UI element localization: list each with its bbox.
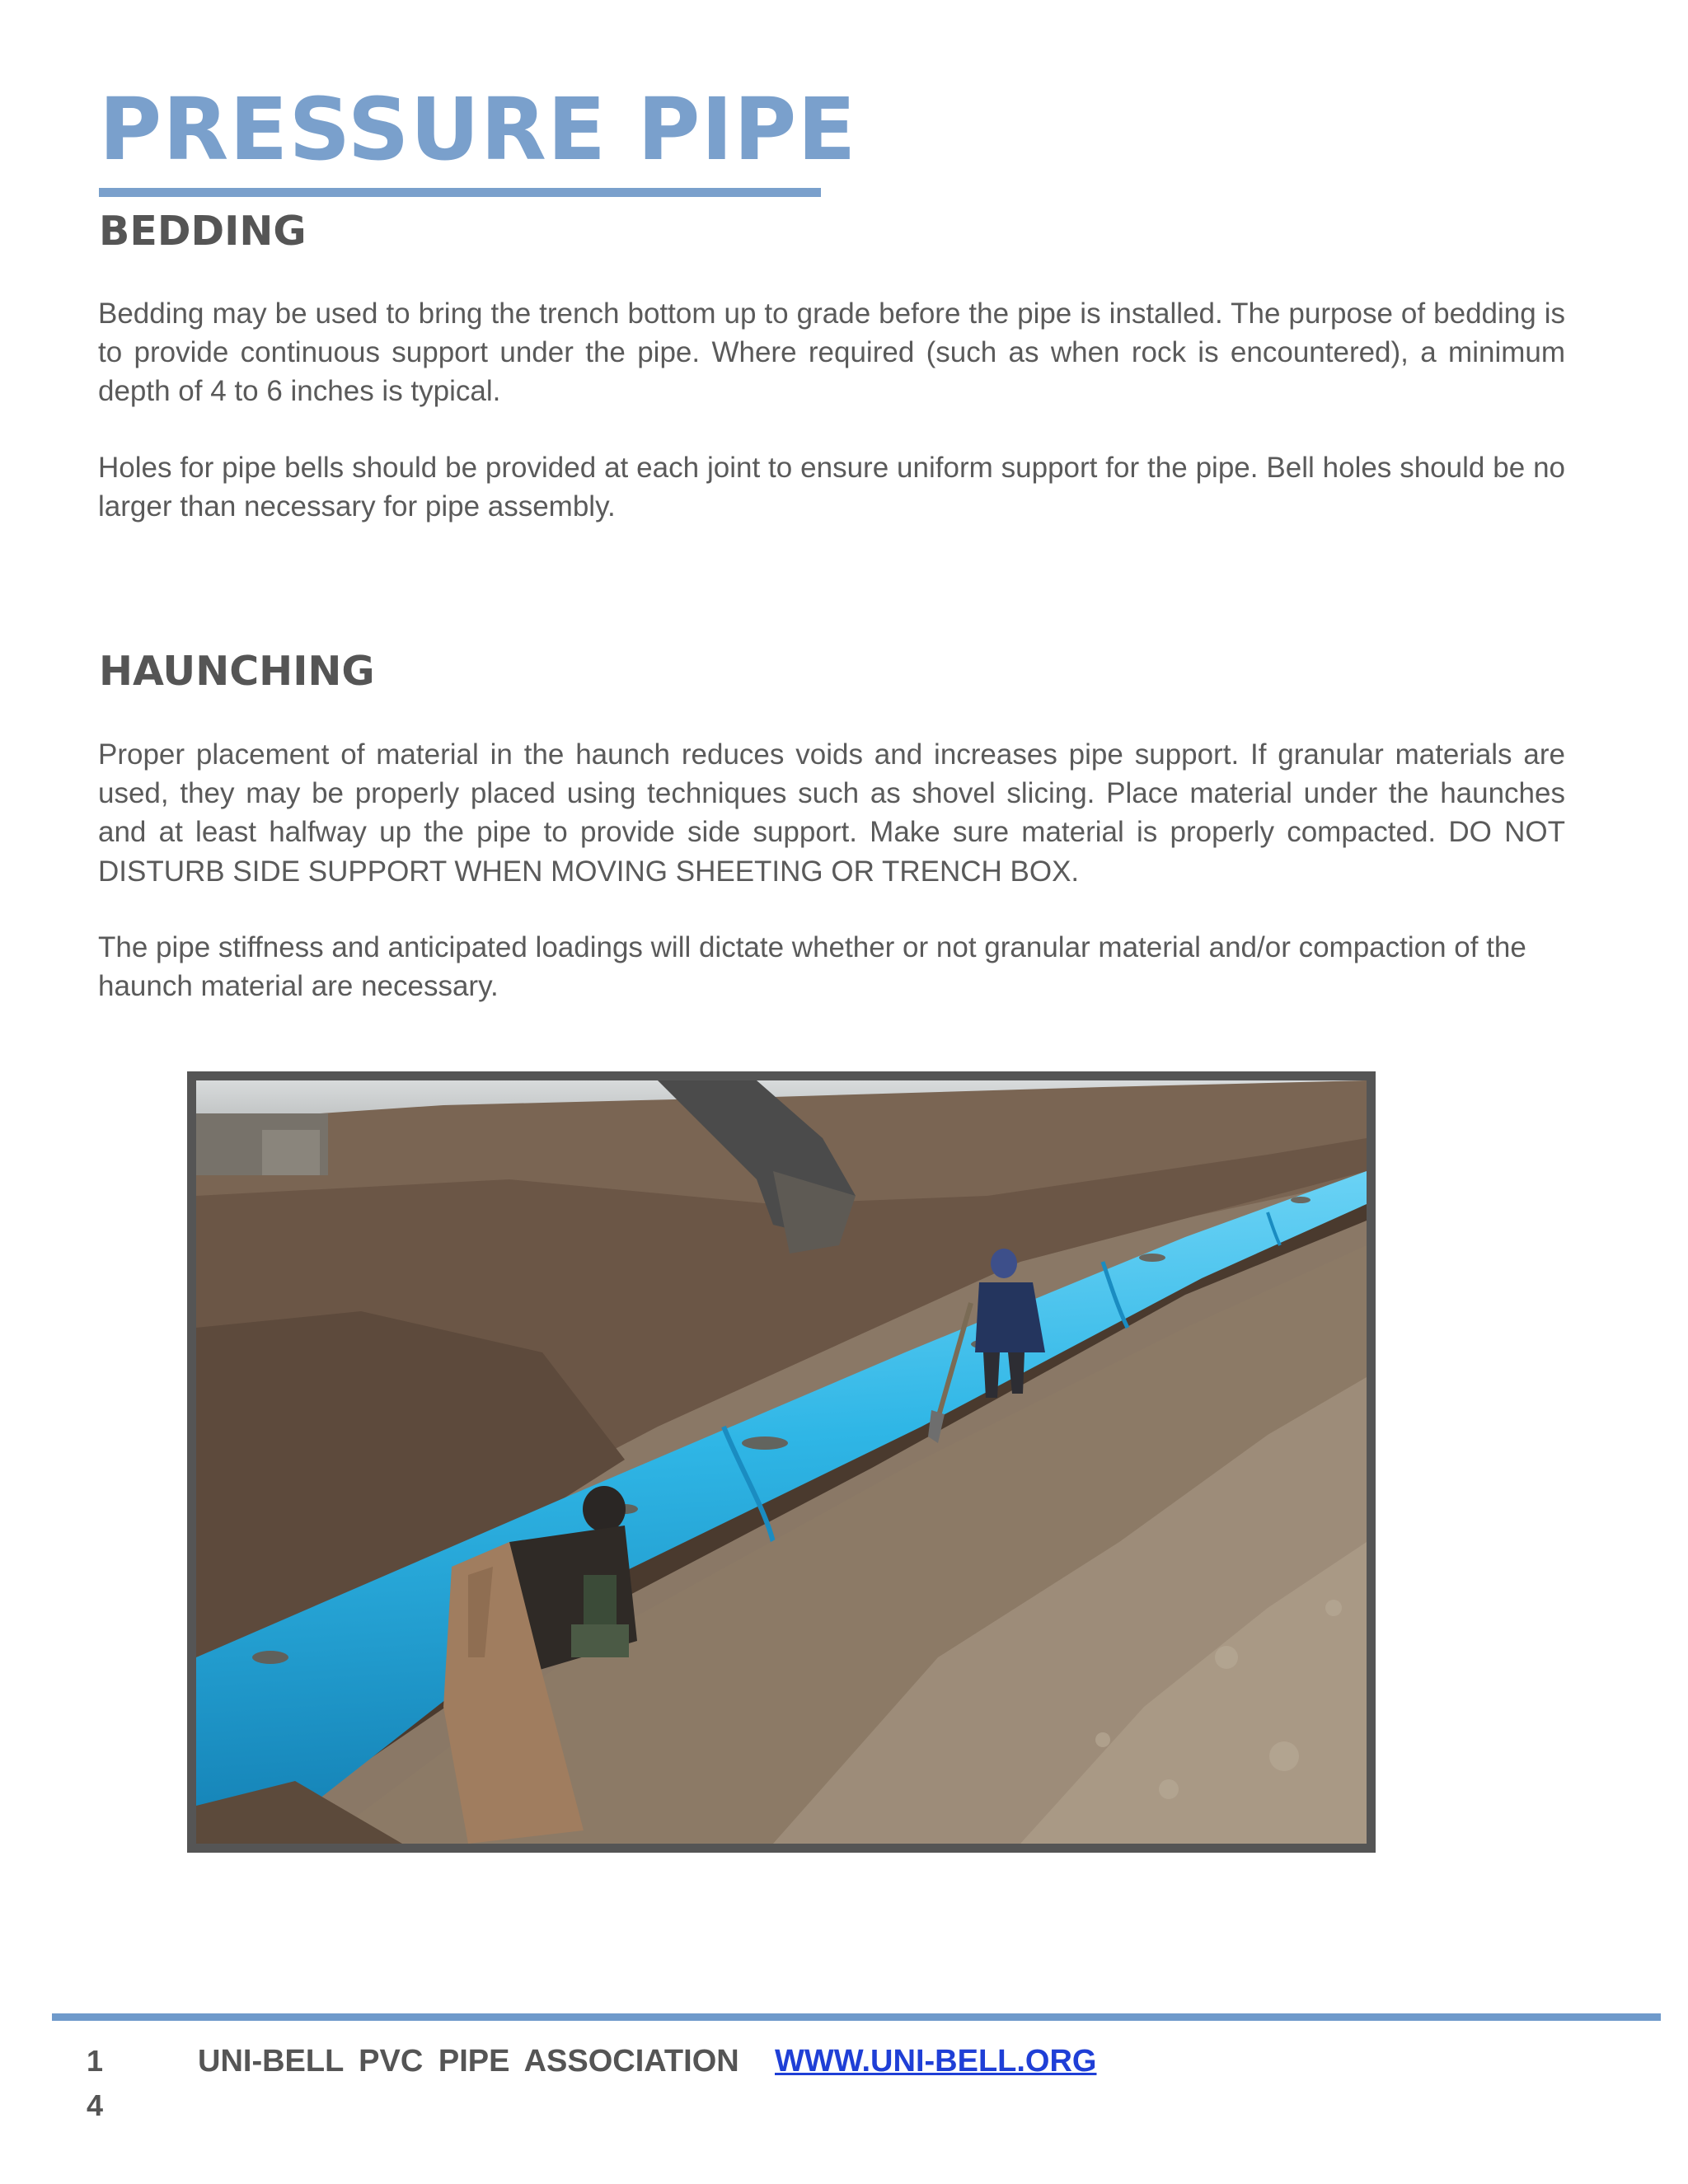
section-heading-bedding: BEDDING <box>99 208 307 255</box>
footer-organization: UNI-BELL PVC PIPE ASSOCIATION <box>198 2044 739 2079</box>
bedding-paragraph-1: Bedding may be used to bring the trench bottom up to grade before the pipe is installed. The purpose of bedding is to provide continuous support under the pipe. Where required (such as when rock is encountered), a minimum depth of 4 to 6 inches is typical. <box>98 298 1565 408</box>
trench-photo <box>187 1071 1376 1853</box>
haunching-paragraph-2: The pipe stiffness and anticipated loadings will dictate whether or not granular material and/or compaction of the haunch material are necessary. <box>98 931 1526 1003</box>
page-title: PRESSURE PIPE <box>99 79 857 180</box>
footer-website-link[interactable]: WWW.UNI-BELL.ORG <box>775 2044 1097 2079</box>
title-underline <box>99 188 821 197</box>
bedding-paragraph-2: Holes for pipe bells should be provided at each joint to ensure uniform support for the pipe. Bell holes should be no larger than necessary for pipe assembly. <box>98 452 1565 523</box>
footer-rule <box>52 2013 1661 2021</box>
page-number: 14 <box>86 2044 104 2122</box>
trench-photo-illustration <box>196 1080 1367 1844</box>
section-heading-haunching: HAUNCHING <box>99 648 375 695</box>
haunching-paragraph-1: Proper placement of material in the haunch reduces voids and increases pipe support. If granular materials are used, they may be properly placed using techniques such as shovel slicing. Place material under the haunches and at least halfway up the pipe to provide side support. Make sure material is properly compacted. DO NOT DISTURB SIDE SUPPORT WHEN MOVING SHEETING OR TRENCH BOX. <box>98 738 1565 888</box>
